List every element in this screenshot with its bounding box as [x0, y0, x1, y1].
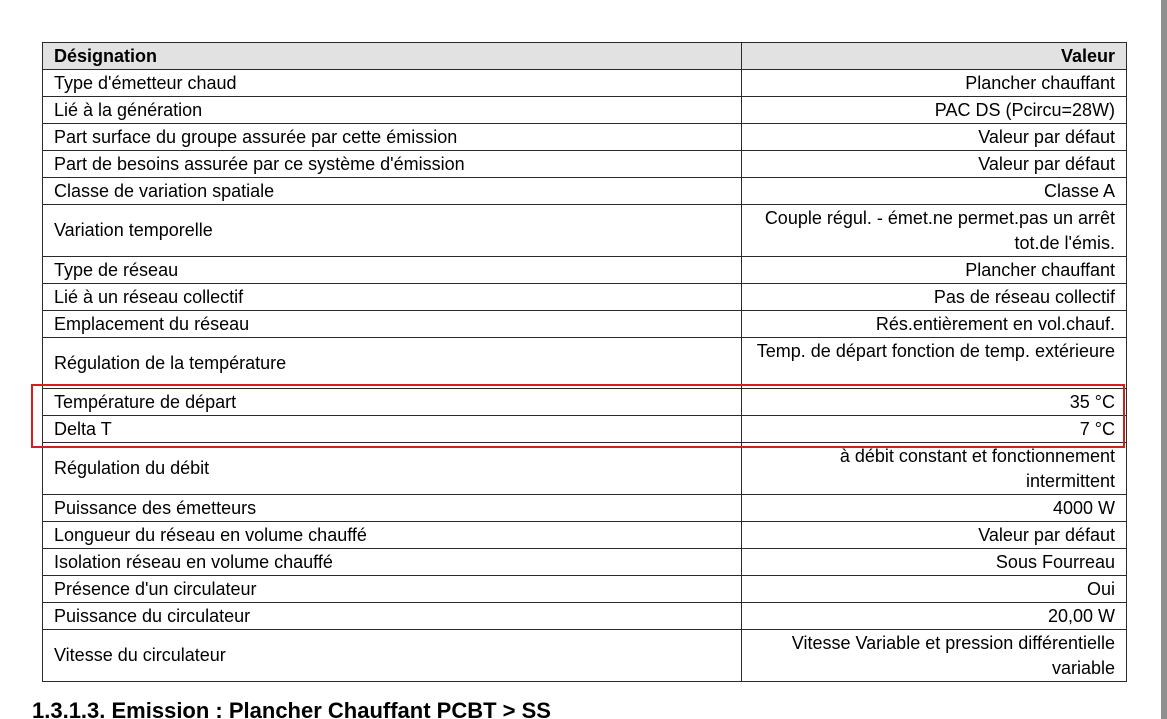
table-row — [43, 257, 1127, 284]
table-row — [43, 338, 1127, 389]
table-row — [43, 70, 1127, 97]
table-row — [43, 178, 1127, 205]
row-value: PAC DS (Pcircu=28W) — [742, 97, 1127, 124]
window-edge-bar — [1161, 0, 1167, 719]
row-label: Puissance des émetteurs — [43, 495, 742, 522]
row-label: Isolation réseau en volume chauffé — [43, 549, 742, 576]
row-label: Lié à un réseau collectif — [43, 284, 742, 311]
section-heading: 1.3.1.3. Emission : Plancher Chauffant PCBT > SS — [32, 698, 551, 719]
row-value: 7 °C — [742, 416, 1127, 443]
row-label: Emplacement du réseau — [43, 311, 742, 338]
row-value: 35 °C — [742, 389, 1127, 416]
header-valeur: Valeur — [742, 43, 1127, 70]
row-label: Type d'émetteur chaud — [43, 70, 742, 97]
table-row — [43, 311, 1127, 338]
row-label: Vitesse du circulateur — [43, 630, 742, 682]
row-value: Vitesse Variable et pression différentielle variable — [742, 630, 1127, 682]
row-label: Part surface du groupe assurée par cette émission — [43, 124, 742, 151]
row-label: Régulation du débit — [43, 443, 742, 495]
row-value: Rés.entièrement en vol.chauf. — [742, 311, 1127, 338]
table-row — [43, 97, 1127, 124]
row-label: Variation temporelle — [43, 205, 742, 257]
row-value: à débit constant et fonctionnement intermittent — [742, 443, 1127, 495]
emission-properties-table — [42, 42, 1127, 682]
row-value: 20,00 W — [742, 603, 1127, 630]
table-row — [43, 284, 1127, 311]
table-row — [43, 576, 1127, 603]
table-row — [43, 630, 1127, 682]
row-value: Oui — [742, 576, 1127, 603]
row-label: Part de besoins assurée par ce système d'émission — [43, 151, 742, 178]
table-row — [43, 151, 1127, 178]
row-label: Delta T — [43, 416, 742, 443]
row-value: 4000 W — [742, 495, 1127, 522]
row-label: Température de départ — [43, 389, 742, 416]
row-label: Puissance du circulateur — [43, 603, 742, 630]
row-value: Pas de réseau collectif — [742, 284, 1127, 311]
row-label: Présence d'un circulateur — [43, 576, 742, 603]
table-row-highlighted — [43, 416, 1127, 443]
row-value: Plancher chauffant — [742, 257, 1127, 284]
row-value: Plancher chauffant — [742, 70, 1127, 97]
row-value: Valeur par défaut — [742, 151, 1127, 178]
header-designation: Désignation — [43, 43, 742, 70]
table-row — [43, 603, 1127, 630]
table-row — [43, 495, 1127, 522]
row-label: Type de réseau — [43, 257, 742, 284]
row-label: Longueur du réseau en volume chauffé — [43, 522, 742, 549]
row-label: Classe de variation spatiale — [43, 178, 742, 205]
row-label: Lié à la génération — [43, 97, 742, 124]
row-value: Sous Fourreau — [742, 549, 1127, 576]
table-row — [43, 549, 1127, 576]
table-row-highlighted — [43, 389, 1127, 416]
row-value: Valeur par défaut — [742, 124, 1127, 151]
table-row — [43, 522, 1127, 549]
table-row — [43, 124, 1127, 151]
table-header-row — [43, 43, 1127, 70]
row-value: Classe A — [742, 178, 1127, 205]
row-value: Couple régul. - émet.ne permet.pas un arrêt tot.de l'émis. — [742, 205, 1127, 257]
row-value: Temp. de départ fonction de temp. extérieure — [742, 338, 1127, 389]
table-row — [43, 205, 1127, 257]
row-value: Valeur par défaut — [742, 522, 1127, 549]
table-row — [43, 443, 1127, 495]
row-label: Régulation de la température — [43, 338, 742, 389]
